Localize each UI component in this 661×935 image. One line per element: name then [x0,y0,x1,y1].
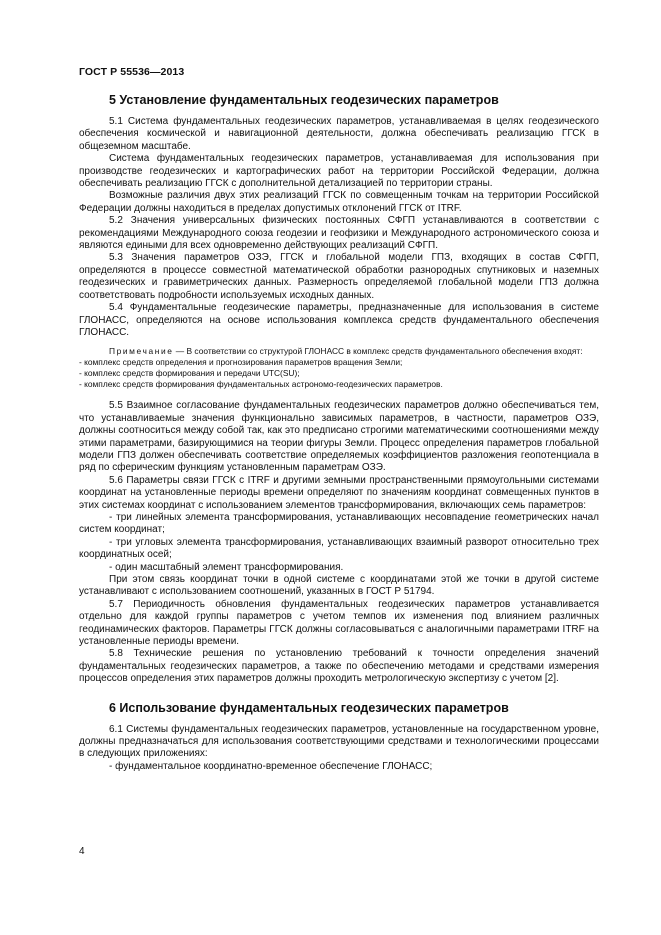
paragraph: Возможные различия двух этих реализаций ГГСК по совмещенным точкам на территории Российской Федерации должны находиться в пределах допустимых отклонений ГГСК от ITRF. [79,190,599,214]
list-item: - фундаментальное координатно-временное обеспечение ГЛОНАСС; [109,760,433,772]
paragraph: 5.4 Фундаментальные геодезические параметры, предназначенные для использования в системе ГЛОНАСС, определяются на основе использования комплекса средств фундаментального обеспечения ГЛОНАСС. [79,302,599,338]
paragraph: 5.1 Система фундаментальных геодезических параметров, устанавливаемая в целях геодезического обеспечения космической и навигационной деятельности, должна обеспечивать реализацию ГГСК в общеземном масштабе. [79,116,599,152]
note-text: — В соответствии со структурой ГЛОНАСС в комплекс средств фундаментального обеспечения входят: [173,346,583,357]
paragraph: 5.2 Значения универсальных физических постоянных СФГП устанавливаются в соответствии с рекомендациями Международного союза геодезии и геофизики и Международного астрономического союза и являются едиными для всех одновременно действующих реализаций СФГП. [79,215,599,252]
note-list-item: - комплекс средств формирования фундаментальных астрономо-геодезических параметров. [79,379,443,390]
note-label: Примечание [109,346,174,357]
paragraph: 5.6 Параметры связи ГГСК с ITRF и другими земными пространственными прямоугольными системами координат на установленные периоды времени определяют по значениям координат совмещенных пунктов в этих системах координат с использованием элементов трансформирования, включающих семь параметров: [79,474,599,511]
paragraph: 5.5 Взаимное согласование фундаментальных геодезических параметров должно обеспечиваться тем, что устанавливаемые значения функционально зависимых параметров, в частности, параметров ОЗЭ, должны соотноситься между собой так, как это предписано строгими математическими соотношениями между этими параметрами, базирующимися на теории фигуры Земли. Процесс определения параметров глобальной модели ГПЗ должен обеспечивать соответствие определяемых коэффициентов разложения геопотенциала в ряд по сферическим функциям установленным параметрам ОЗЭ. [79,400,599,474]
page-number: 4 [79,846,85,857]
paragraph: При этом связь координат точки в одной системе с координатами этой же точки в другой системе устанавливают с использованием соотношений, указанных в ГОСТ Р 51794. [79,574,599,598]
section-5-heading: 5 Установление фундаментальных геодезических параметров [109,93,499,107]
section-6-heading: 6 Использование фундаментальных геодезических параметров [109,700,509,715]
note-list [79,357,599,390]
list-item: - три угловых элемента трансформирования, устанавливающих взаимный разворот относительно трех координатных осей; [79,536,599,561]
note-list-item: - комплекс средств определения и прогнозирования параметров вращения Земли; [79,357,403,368]
paragraph: 6.1 Системы фундаментальных геодезических параметров, установленные на государственном уровне, должны предназначаться для использования соответствующими средствами и технологическими процессами в следующих приложениях: [79,723,599,760]
page-content [79,92,599,773]
paragraph: 5.8 Технические решения по установлению требований к точности определения значений фундаментальных геодезических параметров, а также по обеспечению методами и средствами измерения процессов определения этих параметров должны проходить метрологическую экспертизу с учетом [2]. [79,648,599,685]
paragraph: 5.7 Периодичность обновления фундаментальных геодезических параметров устанавливается отдельно для каждой группы параметров с учетом темпов их изменения под влиянием различных геодинамических факторов. Параметры ГГСК должны согласовываться с аналогичными параметрами ITRF на установленные периоды времени. [79,598,599,648]
running-header: ГОСТ Р 55536—2013 [79,66,185,78]
paragraph: 5.3 Значения параметров ОЗЭ, ГГСК и глобальной модели ГПЗ, входящих в состав СФГП, определяются в процессе совместной математической обработки разнородных спутниковых и наземных геодезических и гравиметрических данных. Размерность определяемой глобальной модели ГПЗ должна соответствовать подробности используемых исходных данных. [79,252,599,301]
paragraph: Система фундаментальных геодезических параметров, устанавливаемая для использования при производстве геодезических и картографических работ на территории Российской Федерации, должна обеспечивать реализацию ГГСК с дополнительной детализацией по территории страны. [79,153,599,190]
list-item: - три линейных элемента трансформирования, устанавливающих несовпадение геометрических начал систем координат; [79,511,599,536]
note-list-item: - комплекс средств формирования и передачи UTC(SU); [79,368,300,379]
note-block [79,346,599,357]
list-item: - один масштабный элемент трансформирования. [109,561,344,573]
